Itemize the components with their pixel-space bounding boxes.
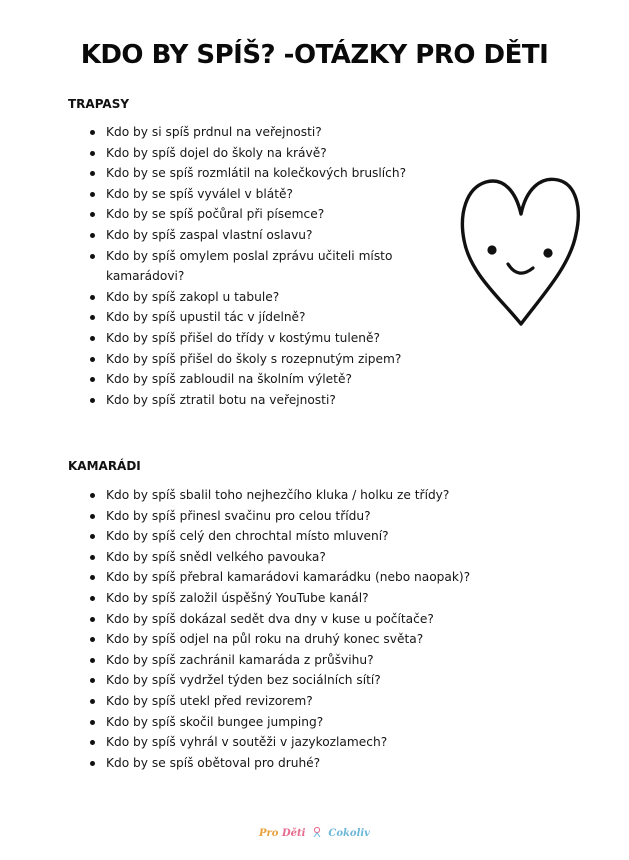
list-item: Kdo by spíš celý den chrochtal místo mluvení? <box>88 526 488 547</box>
logo-word-cokoliv: Cokoliv <box>328 828 370 839</box>
list-item: Kdo by spíš zakopl u tabule? <box>88 287 488 308</box>
list-item: Kdo by spíš upustil tác v jídelně? <box>88 307 488 328</box>
logo-word-pro: Pro <box>258 828 279 839</box>
list-item: Kdo by spíš odjel na půl roku na druhý konec světa? <box>88 629 488 650</box>
list-item: Kdo by spíš dojel do školy na krávě? <box>88 143 488 164</box>
list-item: Kdo by spíš přinesl svačinu pro celou třídu? <box>88 506 488 527</box>
smiling-heart-icon <box>458 174 584 330</box>
list-item: Kdo by spíš snědl velkého pavouka? <box>88 547 488 568</box>
list-item: Kdo by spíš zabloudil na školním výletě? <box>88 369 488 390</box>
list-item: Kdo by spíš skočil bungee jumping? <box>88 712 488 733</box>
list-item: Kdo by si spíš prdnul na veřejnosti? <box>88 122 488 143</box>
question-list-kamaradi <box>88 485 488 773</box>
mascot-icon <box>311 826 323 838</box>
list-item: Kdo by se spíš obětoval pro druhé? <box>88 753 488 774</box>
list-item: Kdo by spíš omylem poslal zprávu učiteli místo kamarádovi? <box>88 246 396 287</box>
list-item: Kdo by spíš vydržel týden bez sociálních sítí? <box>88 670 488 691</box>
list-item: Kdo by se spíš vyválel v blátě? <box>88 184 488 205</box>
list-item: Kdo by spíš zachránil kamaráda z průšvihu? <box>88 650 488 671</box>
list-item: Kdo by spíš utekl před revizorem? <box>88 691 488 712</box>
list-item: Kdo by se spíš počůral při písemce? <box>88 204 488 225</box>
list-item: Kdo by spíš dokázal sedět dva dny v kuse u počítače? <box>88 609 488 630</box>
logo-word-deti: Děti <box>281 828 306 839</box>
section-heading-trapasy: TRAPASY <box>68 97 130 111</box>
question-list-trapasy <box>88 122 488 410</box>
list-item: Kdo by spíš vyhrál v soutěži v jazykozlamech? <box>88 732 488 753</box>
list-item: Kdo by spíš přišel do školy s rozepnutým zipem? <box>88 349 488 370</box>
list-item: Kdo by spíš přebral kamarádovi kamarádku (nebo naopak)? <box>88 567 488 588</box>
list-item: Kdo by spíš zaspal vlastní oslavu? <box>88 225 488 246</box>
list-item: Kdo by spíš sbalil toho nejhezčího kluka / holku ze třídy? <box>88 485 488 506</box>
list-item: Kdo by spíš založil úspěšný YouTube kanál? <box>88 588 488 609</box>
list-item: Kdo by spíš ztratil botu na veřejnosti? <box>88 390 488 411</box>
page-title: KDO BY SPÍŠ? -OTÁZKY PRO DĚTI <box>80 40 549 70</box>
brand-logo <box>0 826 629 841</box>
section-heading-kamaradi: KAMARÁDI <box>68 459 141 473</box>
list-item: Kdo by spíš přišel do třídy v kostýmu tuleně? <box>88 328 488 349</box>
list-item: Kdo by se spíš rozmlátil na kolečkových bruslích? <box>88 163 488 184</box>
